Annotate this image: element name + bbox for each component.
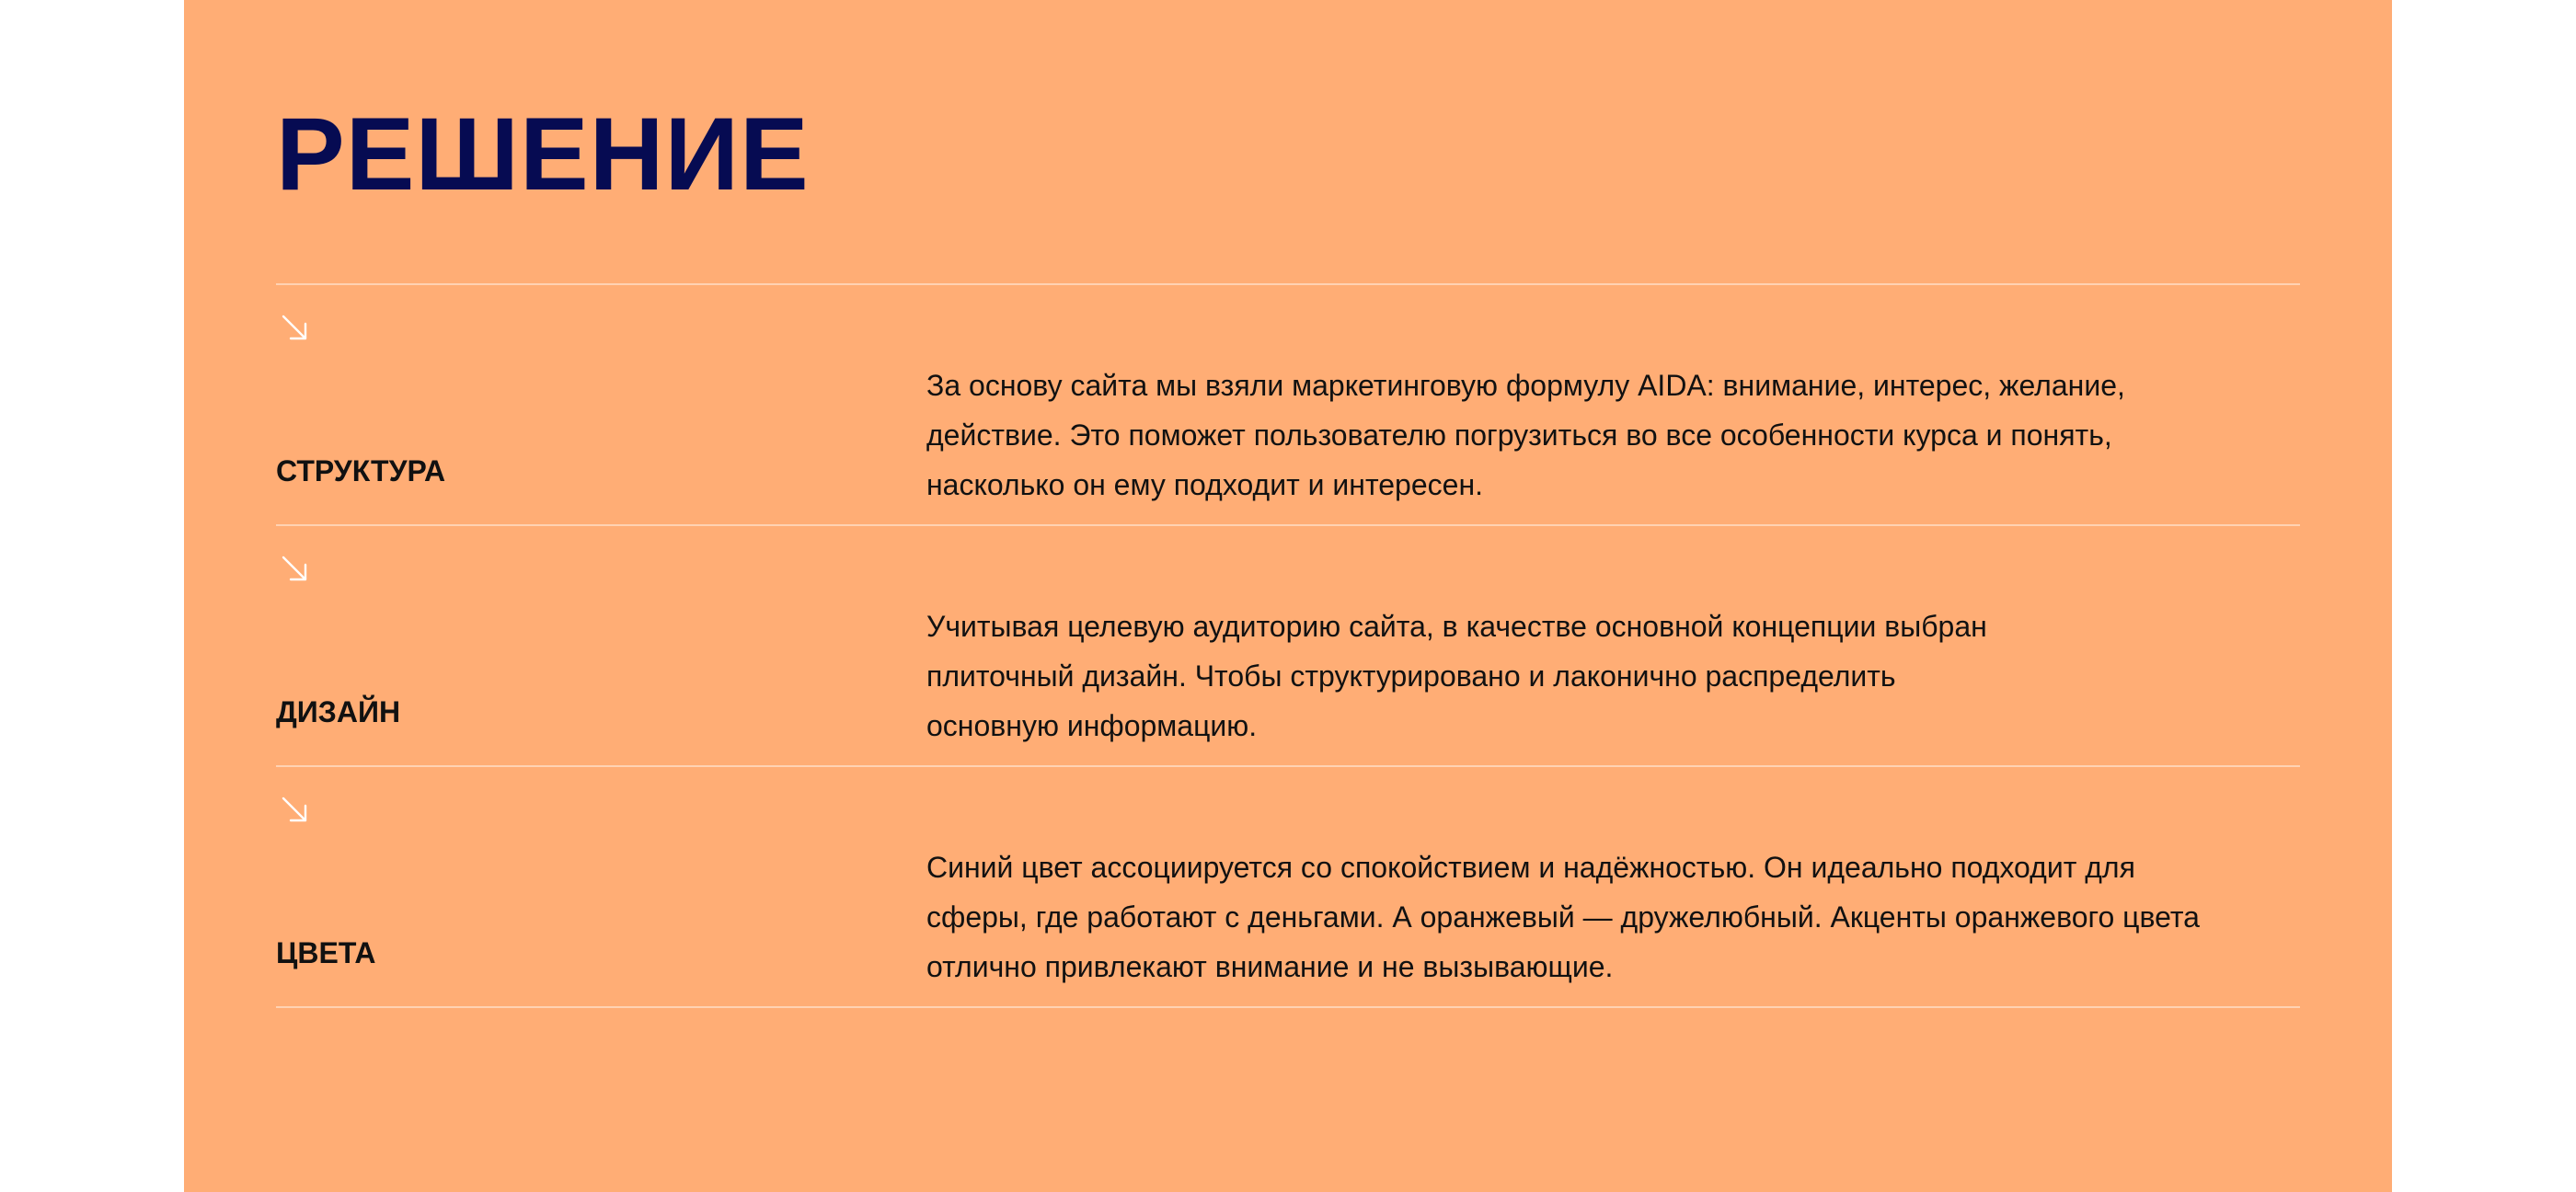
solution-row-colors [276,765,2300,1008]
row-description: Синий цвет ассоциируется со спокойствием и надёжностью. Он идеально подходит для сферы, где работают с деньгами. А оранжевый — дружелюбный. Акценты оранжевого цвета отлично привлекают внимание и не вызывающие. [926,851,2200,983]
solution-row-design [276,524,2300,765]
row-description: За основу сайта мы взяли маркетинговую формулу AIDA: внимание, интерес, желание, действие. Это поможет пользователю погрузиться во все особенности курса и понять, насколько он ему подходит и интересен. [926,369,2125,501]
arrow-down-right-icon [280,554,309,583]
solution-section [184,0,2392,1192]
row-label: ДИЗАЙН [276,695,401,728]
solution-list [276,283,2300,1008]
arrow-down-right-icon [280,313,309,342]
row-label: СТРУКТУРА [276,454,446,487]
solution-row-structure [276,283,2300,524]
section-title: РЕШЕНИЕ [276,97,810,212]
row-description: Учитывая целевую аудиторию сайта, в качестве основной концепции выбран плиточный дизайн. Чтобы структурировано и лаконично распределить основную информацию. [926,610,1987,742]
row-label: ЦВЕТА [276,936,376,969]
arrow-down-right-icon [280,795,309,824]
